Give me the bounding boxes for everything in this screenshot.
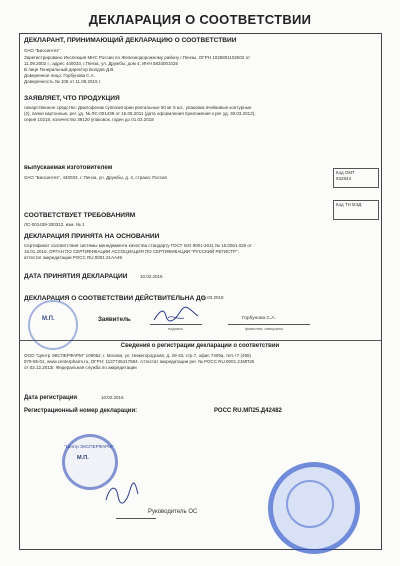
registration-line-3: от 02.12.2013г. Федеральная служба по аккредитации	[24, 365, 137, 370]
certification-body-seal-inner	[286, 480, 334, 528]
registration-heading: Сведения о регистрации декларации о соответствии	[120, 343, 280, 349]
applicant-line-3: В лице Генеральный директор Болдов Д.В.	[24, 67, 115, 72]
manufacturer-line: ОАО "Биосинтез", 440033, г. Пенза, ул. Дружбы, д. 4, страна: Россия	[24, 175, 167, 180]
basis-line-3: аттестат аккредитации РОСС RU.0001.21АА45	[24, 255, 122, 260]
page-title: ДЕКЛАРАЦИЯ О СООТВЕТСТВИИ	[88, 12, 312, 27]
manufacturer-heading: выпускаемая изготовителем	[24, 164, 113, 171]
requirements-line: ЛС-001439-300312, изм. № 1	[24, 222, 85, 227]
applicant-line-5: Доверенность № 108 от 11.08.2015 г.	[24, 79, 102, 84]
product-line-1: лекарственное средство: Диклофенак суппозитории ректальные 50 мг 5 шт., упаковка ячейковые контурные	[24, 105, 252, 110]
registration-number-label: Регистрационный номер декларации:	[24, 408, 138, 414]
registration-line-2: 979-55-01, www.centerpharm.ru, ОГРН: 1137746417584. Аттестат аккредитации рег. № РОСС RU.0001.21МП25	[24, 359, 255, 364]
accepted-date-label: ДАТА ПРИНЯТИЯ ДЕКЛАРАЦИИ	[24, 273, 128, 280]
applicant-line-1: Зарегистрировано Инспекция МНС России по Железнодорожному району г.Пензы, ОГРН 1025801102502 от	[24, 55, 251, 60]
registration-number-value: РОСС RU.МП25.Д42482	[214, 408, 282, 414]
applicant-signature-label: Заявитель	[98, 316, 131, 323]
valid-until-value: 01.03.2018	[201, 295, 224, 300]
product-heading: ЗАЯВЛЯЕТ, ЧТО ПРОДУКЦИЯ	[24, 95, 120, 102]
signatory-name: Горбунова С.А.	[242, 316, 276, 321]
applicant-line-4: Доверенное лицо: Горбунова С.А.	[24, 73, 96, 78]
basis-line-1: Сертификат соответствия системы менеджмента качества стандарту ГОСТ ISO 9001-2011 № 15.0061.026 от	[24, 243, 252, 248]
registration-date-label: Дата регистрации	[24, 395, 78, 401]
registration-line-1: ООО "Центр ЭКСПЕРФАРМ" 109052, г. Москва, ул. Нижегородская, д. 29-33, стр.7, офис 7409а, тел.+7 (495)	[24, 353, 252, 358]
applicant-heading: ДЕКЛАРАНТ, ПРИНИМАЮЩИЙ ДЕКЛАРАЦИЮ О СООТВЕТСТВИИ	[24, 37, 237, 44]
name-caption: фамилия, инициалы	[245, 326, 284, 331]
tnved-code-box	[333, 200, 379, 220]
okp-code-box	[333, 168, 379, 188]
basis-line-2: 16.01.2015, ОРГАН ПО СЕРТИФИКАЦИИ АССОЦИАЦИЯ ПО СЕРТИФИКАЦИИ "РУССКИЙ РЕГИСТР",	[24, 249, 239, 254]
head-label: Руководитель ОС	[148, 509, 198, 515]
okp-code-value: 932843	[336, 176, 352, 181]
valid-until-label: ДЕКЛАРАЦИЯ О СООТВЕТСТВИИ ДЕЙСТВИТЕЛЬНА ДО	[24, 295, 206, 302]
applicant-name: ОАО "Биосинтез"	[24, 48, 60, 53]
seal-text: "Центр ЭКСПЕРФАРМ"	[64, 444, 114, 449]
registration-date-value: 10.02.2016	[101, 395, 124, 400]
footer-mp-label: М.П.	[77, 455, 89, 461]
basis-heading: ДЕКЛАРАЦИЯ ПРИНЯТА НА ОСНОВАНИИ	[24, 233, 160, 240]
name-line	[228, 324, 310, 325]
handwritten-signature	[150, 306, 202, 326]
accepted-date-value: 10.02.2016	[140, 274, 163, 279]
requirements-heading: СООТВЕТСТВУЕТ ТРЕБОВАНИЯМ	[24, 212, 136, 219]
head-signature-line	[116, 518, 156, 519]
product-line-2: (2), пачки картонные, рег. уд. № ЛС-001439 от 15.05.2011 (дата оформления приложения к рег уд. 30.03.2012),	[24, 111, 256, 116]
applicant-line-2: 11.09.2002 г., адрес 440033, г.Пенза, ул. Дружбы, дом 4, ИНН 5834001025	[24, 61, 178, 66]
product-line-3: серия 10218, количество 39120 упаковок, годен до 01.03.2018	[24, 117, 154, 122]
registration-divider	[19, 340, 382, 341]
footer-handwritten-signature	[100, 480, 140, 510]
tnved-code-label: Код ТН ВЭД	[336, 202, 362, 207]
signature-caption: подпись	[168, 326, 184, 331]
signature-mp-label: М.П.	[42, 316, 55, 322]
okp-code-label: Код ОКП	[336, 170, 355, 175]
